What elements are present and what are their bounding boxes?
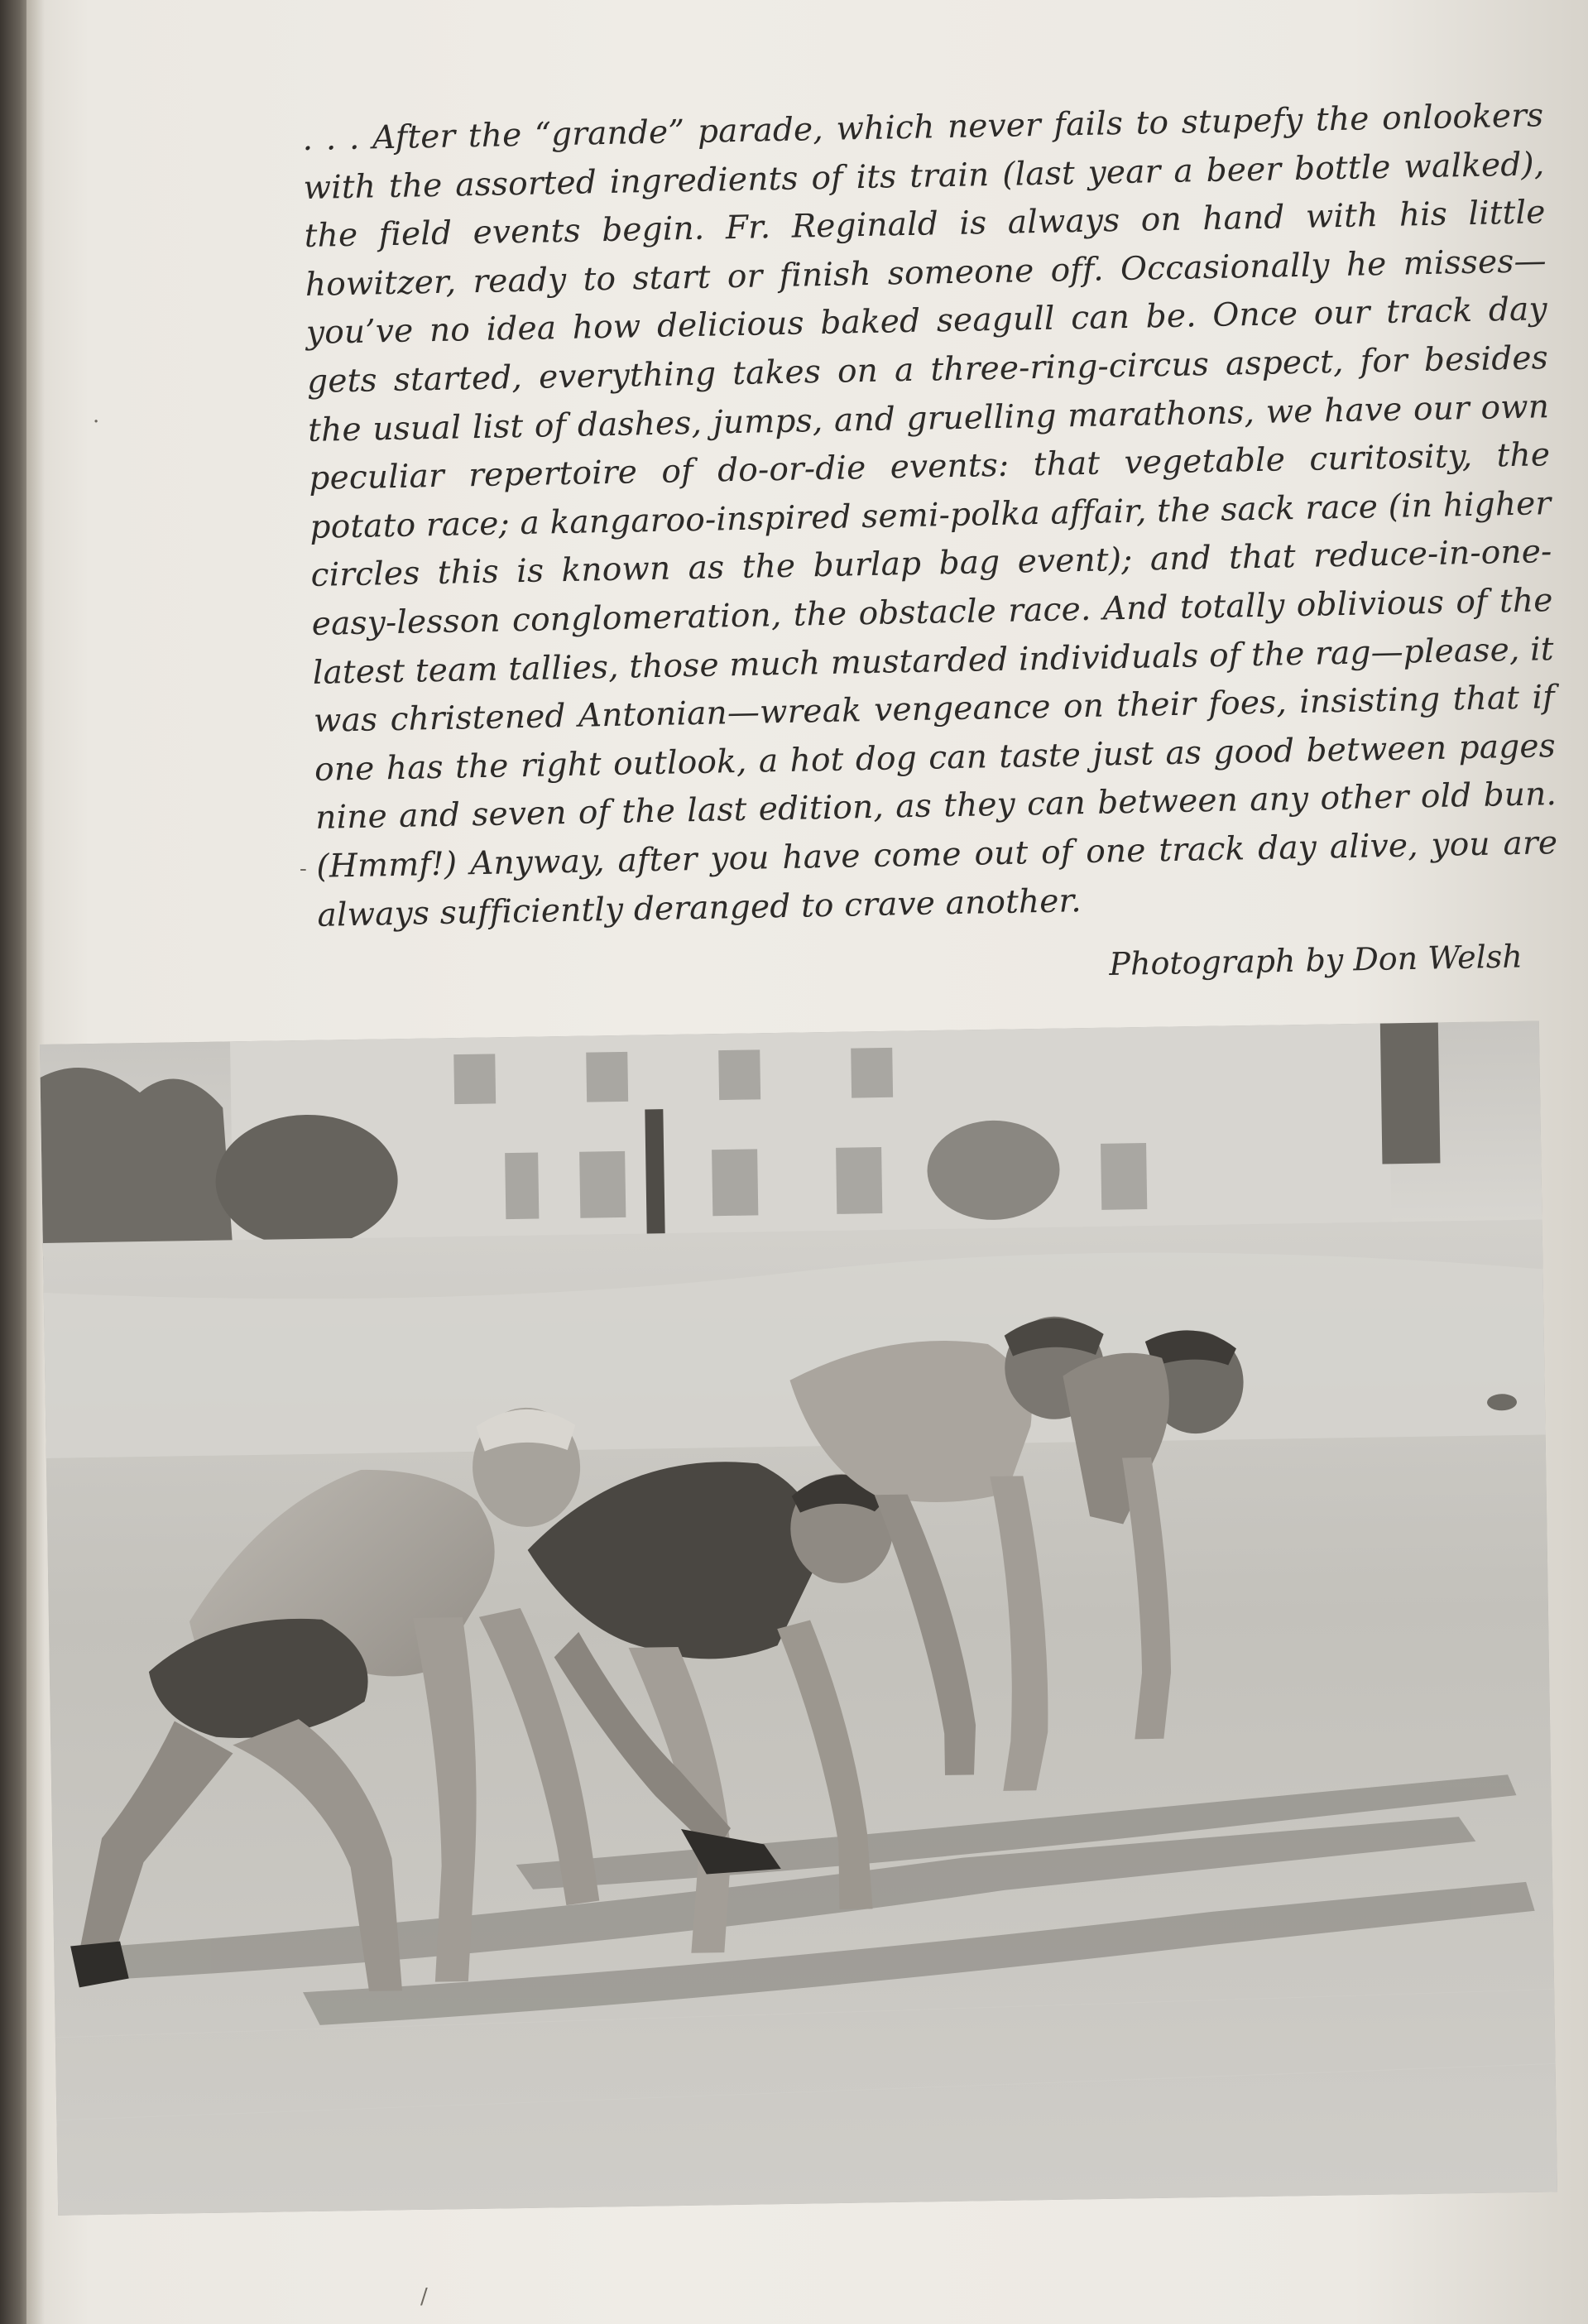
article-paragraph: . . . After the “grande” parade, which never fails to stupefy the onlookers with the assorted ingredients of its train (last year a beer bottle walked), the field events begin. Fr. Reginald is always on hand with his little howitzer, ready to start or finish someone off. Occasionally he misses—you’ve no idea how delicious baked seagull can be. Once our track day gets started, everything takes on a three-ring-circus aspect, for besides the usual list of dashes, jumps, and gruelling marathons, we have our own peculiar repertoire of do-or-die events: that vegetable curitosity, the potato race; a kangaroo-inspired semi-polka affair, the sack race (in higher circles this is known as the burlap bag event); and that reduce-in-one-easy-lesson conglomeration, the obstacle race. And totally oblivious of the latest team tallies, those much mustarded individuals of the rag—please, it was christened Antonian—wreak vengeance on their foes, insisting that if one has the right outlook, a hot dog can taste just as good between pages nine and seven of the last edition, as they can between any other old bun. (Hmmf!) Anyway, after you have come out of one track day alive, you are always sufficiently deranged to crave another. — [302, 97, 1558, 934]
photo-credit: Photograph by Don Welsh — [1109, 938, 1523, 982]
margin-mark: · — [93, 410, 100, 435]
margin-mark: / — [420, 2284, 428, 2309]
margin-mark: - — [300, 857, 307, 881]
track-runners-photo — [40, 1021, 1557, 2216]
building — [230, 1023, 1392, 1240]
